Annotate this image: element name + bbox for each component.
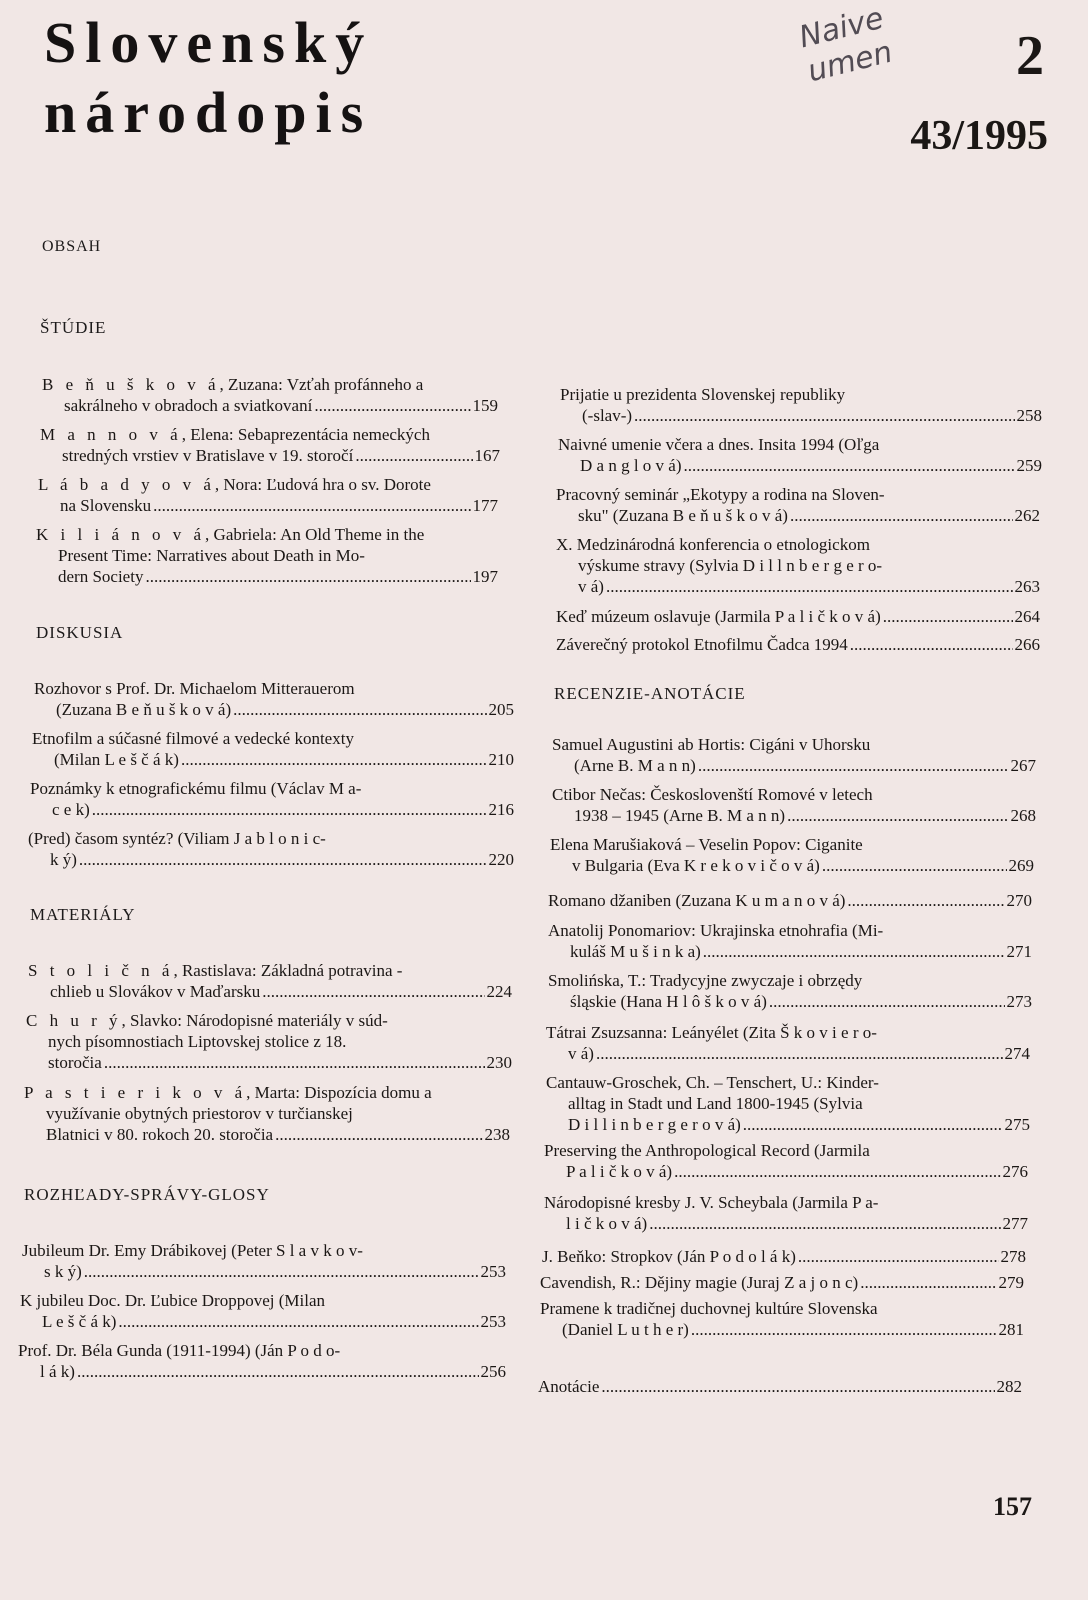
entry-title-line: (Zuzana B e ň u š k o v á) <box>56 700 232 719</box>
entry-title-line: Cantauw-Groschek, Ch. – Tenschert, U.: Kinder- <box>546 1073 879 1092</box>
handwritten-note: Naive umen <box>795 0 896 90</box>
entry-title-line: Jubileum Dr. Emy Drábikovej (Peter S l a v k o v- <box>22 1241 363 1260</box>
entry-page: 238 <box>484 1125 510 1144</box>
toc-entry <box>32 728 514 770</box>
entry-page: 271 <box>1006 942 1032 961</box>
section-studie: ŠTÚDIE <box>40 318 107 337</box>
entry-page: 267 <box>1010 756 1036 775</box>
entry-title-line: c e k) <box>52 800 90 819</box>
entry-author: M a n n o v á <box>40 425 182 444</box>
entry-title-line: (Milan L e š č á k) <box>54 750 179 769</box>
journal-title <box>44 8 373 148</box>
entry-author: K i l i á n o v á <box>36 525 206 544</box>
entry-page: 282 <box>996 1377 1022 1396</box>
entry-title-line: , Zuzana: Vzťah profánneho a <box>219 375 424 394</box>
entry-title-line: X. Medzinárodná konferencia o etnologickom <box>556 535 870 554</box>
toc-entry <box>542 1246 1026 1267</box>
entry-title-line: (Pred) časom syntéz? (Viliam J a b l o n i c- <box>28 829 326 848</box>
entry-title-line: , Rastislava: Základná potravina - <box>173 961 403 980</box>
entry-title-line: kuláš M u š i n k a) <box>570 942 701 961</box>
entry-title-line: Pracovný seminár „Ekotypy a rodina na Sloven- <box>556 485 885 504</box>
entry-page: 281 <box>998 1320 1024 1339</box>
entry-title-line: Ctibor Nečas: Českoslovenští Romové v letech <box>552 785 873 804</box>
entry-page: 275 <box>1004 1115 1030 1134</box>
toc-entry <box>556 534 1040 597</box>
entry-title-line: l i č k o v á) <box>566 1214 648 1233</box>
entry-author: C h u r ý <box>26 1011 122 1030</box>
entry-author: B e ň u š k o v á <box>42 375 220 394</box>
entry-title-line: stredných vrstiev v Bratislave v 19. storočí <box>62 446 354 465</box>
volume-year: 43/1995 <box>910 113 1048 159</box>
title-line-2: národopis <box>44 80 373 145</box>
toc-entry <box>24 1082 510 1145</box>
toc-entry <box>20 1290 506 1332</box>
entry-title-line: s k ý) <box>44 1262 82 1281</box>
section-materialy: MATERIÁLY <box>30 905 136 924</box>
toc-entry <box>42 374 498 416</box>
toc-entry <box>540 1298 1024 1340</box>
entry-title-line: v Bulgaria (Eva K r e k o v i č o v á) <box>572 856 820 875</box>
entry-title-line: (-slav-) <box>582 406 633 425</box>
toc-entry <box>540 1272 1024 1293</box>
entry-title-line: (Arne B. M a n n) <box>574 756 696 775</box>
entry-page: 258 <box>1016 406 1042 425</box>
entry-title-line: L e š č á k) <box>42 1312 117 1331</box>
toc-entry <box>544 1192 1028 1234</box>
entry-title-line: , Slavko: Národopisné materiály v súd- <box>121 1011 388 1030</box>
toc-entry <box>556 634 1040 655</box>
entry-page: 270 <box>1006 891 1032 910</box>
entry-title-line: Rozhovor s Prof. Dr. Michaelom Mitterauerom <box>34 679 355 698</box>
toc-entry <box>36 524 498 587</box>
toc-entry <box>26 1010 512 1073</box>
entry-author: P a s t i e r i k o v á <box>24 1083 247 1102</box>
entry-author: S t o l i č n á <box>28 961 174 980</box>
entry-title-line: Anatolij Ponomariov: Ukrajinska etnohrafia (Mi- <box>548 921 884 940</box>
entry-title-line: l á k) <box>40 1362 75 1381</box>
entry-title-line: sku" (Zuzana B e ň u š k o v á) <box>578 506 788 525</box>
entry-page: 197 <box>472 567 498 586</box>
entry-page: 279 <box>998 1273 1024 1292</box>
entry-page: 262 <box>1014 506 1040 525</box>
entry-title-line: Tátrai Zsuzsanna: Leányélet (Zita Š k o v i e r o- <box>546 1023 877 1042</box>
entry-title-line: v á) <box>568 1044 594 1063</box>
toc-entry <box>558 434 1042 476</box>
entry-title-line: alltag in Stadt und Land 1800-1945 (Sylvia <box>568 1094 863 1113</box>
entry-page: 220 <box>488 850 514 869</box>
entry-page: 264 <box>1014 607 1040 626</box>
toc-entry <box>28 960 512 1002</box>
entry-title-line: nych písomnostiach Liptovskej stolice z 18. <box>48 1032 347 1051</box>
entry-page: 274 <box>1004 1044 1030 1063</box>
entry-title-line: , Elena: Sebaprezentácia nemeckých <box>181 425 430 444</box>
toc-entry <box>550 834 1034 876</box>
entry-title-line: Samuel Augustini ab Hortis: Cigáni v Uhorsku <box>552 735 871 754</box>
issue-number: 2 <box>1016 25 1044 87</box>
entry-title-line: Národopisné kresby J. V. Scheybala (Jarmila P a- <box>544 1193 879 1212</box>
entry-page: 159 <box>472 396 498 415</box>
entry-title-line: Anotácie <box>538 1377 600 1396</box>
entry-page: 167 <box>474 446 500 465</box>
entry-title-line: Záverečný protokol Etnofilmu Čadca 1994 <box>556 635 848 654</box>
toc-entry <box>560 384 1042 426</box>
toc-entry <box>28 828 514 870</box>
entry-title-line: Present Time: Narratives about Death in Mo- <box>58 546 365 565</box>
entry-page: 224 <box>486 982 512 1001</box>
toc-entry <box>552 734 1036 776</box>
entry-page: 263 <box>1014 577 1040 596</box>
entry-title-line: Elena Marušiaková – Veselin Popov: Ciganite <box>550 835 863 854</box>
entry-page: 266 <box>1014 635 1040 654</box>
entry-title-line: Poznámky k etnografickému filmu (Václav M a- <box>30 779 362 798</box>
toc-entry <box>552 784 1036 826</box>
toc-entry <box>548 890 1032 911</box>
entry-title-line: Cavendish, R.: Dějiny magie (Juraj Z a j o n c) <box>540 1273 859 1292</box>
entry-title-line: , Gabriela: An Old Theme in the <box>205 525 425 544</box>
entry-page: 253 <box>480 1262 506 1281</box>
entry-title-line: dern Society <box>58 567 144 586</box>
entry-page: 256 <box>480 1362 506 1381</box>
toc-entry <box>548 970 1032 1012</box>
toc-entry <box>556 606 1040 627</box>
entry-title-line: na Slovensku <box>60 496 152 515</box>
entry-page: 278 <box>1000 1247 1026 1266</box>
entry-title-line: Prijatie u prezidenta Slovenskej republiky <box>560 385 846 404</box>
entry-page: 259 <box>1016 456 1042 475</box>
toc-entry <box>538 1376 1022 1397</box>
toc-entry <box>546 1072 1030 1135</box>
entry-title-line: storočia <box>48 1053 102 1072</box>
section-diskusia: DISKUSIA <box>36 623 124 642</box>
entry-title-line: využívanie obytných priestorov v turčianskej <box>46 1104 353 1123</box>
section-rozhlady: ROZHĽADY-SPRÁVY-GLOSY <box>24 1185 270 1204</box>
entry-title-line: , Nora: Ľudová hra o sv. Dorote <box>214 475 431 494</box>
entry-title-line: v á) <box>578 577 604 596</box>
entry-title-line: Naivné umenie včera a dnes. Insita 1994 (Oľga <box>558 435 880 454</box>
toc-entry <box>548 920 1032 962</box>
entry-title-line: sakrálneho v obradoch a sviatkovaní <box>64 396 313 415</box>
entry-title-line: Smolińska, T.: Tradycyjne zwyczaje i obrzędy <box>548 971 863 990</box>
entry-page: 216 <box>488 800 514 819</box>
entry-title-line: výskume stravy (Sylvia D i l l n b e r g e r o- <box>578 556 883 575</box>
entry-title-line: D a n g l o v á) <box>580 456 682 475</box>
entry-title-line: śląskie (Hana H l ô š k o v á) <box>570 992 767 1011</box>
section-recenzie: RECENZIE-ANOTÁCIE <box>554 684 746 703</box>
entry-page: 210 <box>488 750 514 769</box>
entry-title-line: k ý) <box>50 850 77 869</box>
entry-title-line: Romano džaniben (Zuzana K u m a n o v á) <box>548 891 846 910</box>
entry-title-line: Blatnici v 80. rokoch 20. storočia <box>46 1125 274 1144</box>
entry-page: 269 <box>1008 856 1034 875</box>
toc-entry <box>34 678 514 720</box>
entry-title-line: K jubileu Doc. Dr. Ľubice Droppovej (Milan <box>20 1291 325 1310</box>
toc-entry <box>556 484 1040 526</box>
entry-title-line: , Marta: Dispozícia domu a <box>246 1083 432 1102</box>
entry-page: 205 <box>488 700 514 719</box>
toc-entry <box>546 1022 1030 1064</box>
entry-title-line: Preserving the Anthropological Record (Jarmila <box>544 1141 870 1160</box>
entry-title-line: P a l i č k o v á) <box>566 1162 673 1181</box>
entry-title-line: J. Beňko: Stropkov (Ján P o d o l á k) <box>542 1247 796 1266</box>
page-number: 157 <box>993 1492 1032 1521</box>
entry-page: 277 <box>1002 1214 1028 1233</box>
entry-page: 230 <box>486 1053 512 1072</box>
toc-entry <box>544 1140 1028 1182</box>
toc-entry <box>30 778 514 820</box>
entry-title-line: Keď múzeum oslavuje (Jarmila P a l i č k o v á) <box>556 607 881 626</box>
toc-entry <box>38 474 498 516</box>
entry-page: 268 <box>1010 806 1036 825</box>
toc-entry <box>22 1240 506 1282</box>
entry-page: 276 <box>1002 1162 1028 1181</box>
entry-title-line: Etnofilm a súčasné filmové a vedecké kontexty <box>32 729 354 748</box>
entry-title-line: 1938 – 1945 (Arne B. M a n n) <box>574 806 786 825</box>
entry-page: 177 <box>472 496 498 515</box>
entry-title-line: Prof. Dr. Béla Gunda (1911-1994) (Ján P o d o- <box>18 1341 341 1360</box>
bleed-through-text <box>480 46 600 66</box>
entry-page: 253 <box>480 1312 506 1331</box>
toc-entry <box>18 1340 506 1382</box>
entry-title-line: Pramene k tradičnej duchovnej kultúre Slovenska <box>540 1299 878 1318</box>
entry-title-line: D i l l i n b e r g e r o v á) <box>568 1115 741 1134</box>
entry-title-line: chlieb u Slovákov v Maďarsku <box>50 982 261 1001</box>
entry-title-line: (Daniel L u t h e r) <box>562 1320 689 1339</box>
entry-page: 273 <box>1006 992 1032 1011</box>
toc-entry <box>40 424 500 466</box>
toc-heading: OBSAH <box>42 238 102 255</box>
entry-author: L á b a d y o v á <box>38 475 215 494</box>
title-line-1: Slovenský <box>44 10 374 75</box>
